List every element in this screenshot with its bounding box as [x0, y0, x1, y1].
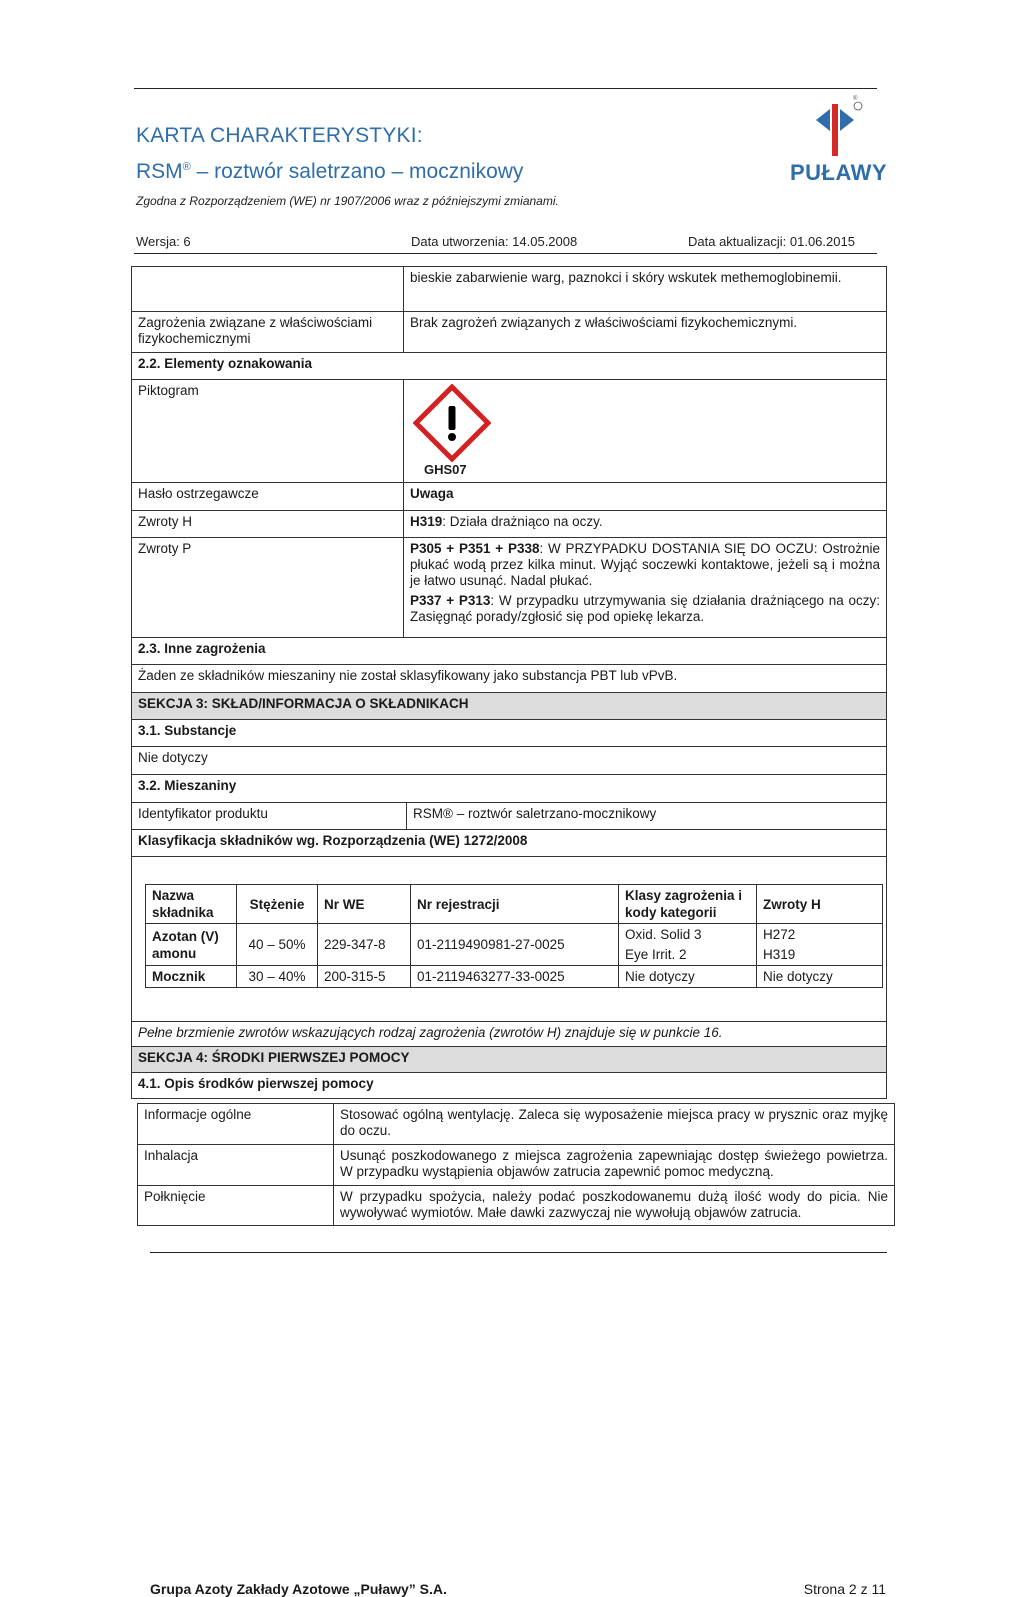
pictogram-code: GHS07 [424, 462, 467, 477]
product-id-value: RSM® – roztwór saletrzano-mocznikowy [406, 802, 887, 830]
first-aid-heading: 4.1. Opis środków pierwszej pomocy [131, 1072, 887, 1099]
pictogram-cell [403, 379, 887, 483]
col-header-name: Nazwa składnika [146, 885, 237, 924]
p-statements-label: Zwroty P [131, 537, 404, 638]
p-statement-1: P305 + P351 + P338: W PRZYPADKU DOSTANIA SIĘ DO OCZU: Ostrożnie płukać wodą przez kilka minut. Wyjąć soczewki kontaktowe, jeżeli są i można je łatwo usunąć. Nadal płukać. [410, 541, 880, 588]
physchem-value: Brak zagrożeń związanych z właściwościami fizykochemicznymi. [403, 311, 887, 353]
p-statements [403, 537, 887, 638]
section3-heading: SEKCJA 3: SKŁAD/INFORMACJA O SKŁADNIKACH [131, 692, 887, 720]
signal-word: Uwaga [403, 482, 887, 511]
regulation-subtitle: Zgodna z Rozporządzeniem (WE) nr 1907/2006 wraz z późniejszymi zmianami. [136, 194, 559, 208]
component-hazard-class: Nie dotyczy [619, 966, 757, 988]
header-rule [134, 253, 877, 254]
inhalation-label: Inhalacja [137, 1144, 334, 1186]
component-concentration: 40 – 50% [237, 924, 318, 966]
general-info-text: Stosować ogólną wentylację. Zaleca się wyposażenie miejsca pracy w prysznic oraz myjkę do oczu. [333, 1103, 895, 1145]
col-header-concentration: Stężenie [237, 885, 318, 924]
substances-text: Nie dotyczy [131, 746, 887, 775]
table-header-row [146, 885, 883, 924]
product-id-label: Identyfikator produktu [131, 802, 407, 830]
version: Wersja: 6 [136, 234, 191, 249]
empty-label-cell [131, 266, 404, 312]
table-row [146, 966, 883, 988]
col-header-h-statements: Zwroty H [757, 885, 883, 924]
physchem-label: Zagrożenia związane z właściwościami fizykochemicznymi [131, 311, 404, 353]
h-statements-label: Zwroty H [131, 510, 404, 538]
top-rule [134, 88, 877, 89]
section4-heading: SEKCJA 4: ŚRODKI PIERWSZEJ POMOCY [131, 1046, 887, 1073]
component-registration: 01-2119490981-27-0025 [411, 924, 619, 966]
symptoms-text: bieskie zabarwienie warg, paznokci i skóry wskutek methemoglobinemii. [403, 266, 887, 312]
classification-heading: Klasyfikacja składników wg. Rozporządzenia (WE) 1272/2008 [131, 829, 887, 857]
col-header-ec-number: Nr WE [318, 885, 411, 924]
composition-table [145, 884, 883, 988]
component-ec-number: 229-347-8 [318, 924, 411, 966]
component-ec-number: 200-315-5 [318, 966, 411, 988]
other-hazards-text: Żaden ze składników mieszaniny nie został sklasyfikowany jako substancja PBT lub vPvB. [131, 664, 887, 693]
label-elements-heading: 2.2. Elementy oznakowania [131, 352, 887, 380]
pictogram-label: Piktogram [131, 379, 404, 483]
other-hazards-heading: 2.3. Inne zagrożenia [131, 637, 887, 665]
logo-mark: ® [853, 96, 858, 102]
ingestion-label: Połknięcie [137, 1185, 334, 1226]
footer-rule [150, 1252, 887, 1253]
exclamation-pictogram-icon [413, 384, 491, 462]
h-statements-note: Pełne brzmienie zwrotów wskazujących rodzaj zagrożenia (zwrotów H) znajduje się w punkcie 16. [131, 1021, 887, 1047]
col-header-registration: Nr rejestracji [411, 885, 619, 924]
component-hazard-class: Oxid. Solid 3 Eye Irrit. 2 [619, 924, 757, 966]
general-info-label: Informacje ogólne [137, 1103, 334, 1145]
creation-date: Data utworzenia: 14.05.2008 [411, 234, 578, 249]
ingestion-text: W przypadku spożycia, należy podać poszkodowanemu dużą ilość wody do picia. Nie wywoływać wymiotów. Małe dawki zazwyczaj nie wywołują objawów zatrucia. [333, 1185, 895, 1226]
component-registration: 01-2119463277-33-0025 [411, 966, 619, 988]
component-h-statements: Nie dotyczy [757, 966, 883, 988]
col-header-hazard-class: Klasy zagrożenia i kody kategorii [619, 885, 757, 924]
component-name: Mocznik [146, 966, 237, 988]
signal-word-label: Hasło ostrzegawcze [131, 482, 404, 511]
h-statement: H319: Działa drażniąco na oczy. [403, 510, 887, 538]
update-date: Data aktualizacji: 01.06.2015 [688, 234, 855, 249]
footer-page-number: Strona 2 z 11 [803, 1581, 886, 1597]
mixtures-heading: 3.2. Mieszaniny [131, 774, 887, 803]
table-row [146, 924, 883, 966]
p-statement-2: P337 + P313: W przypadku utrzymywania się działania drażniącego na oczy: Zasięgnąć porady/zgłosić się pod opiekę lekarza. [410, 593, 880, 624]
document-title: KARTA CHARAKTERYSTYKI: [136, 124, 423, 147]
substances-heading: 3.1. Substancje [131, 719, 887, 747]
inhalation-text: Usunąć poszkodowanego z miejsca zagrożenia zapewniając dostęp świeżego powietrza. W przypadku wystąpienia objawów zatrucia zapewnić pomoc medyczną. [333, 1144, 895, 1186]
logo-text: PUŁAWY [790, 160, 888, 185]
product-title: RSM® – roztwór saletrzano – mocznikowy [136, 160, 524, 183]
footer-company: Grupa Azoty Zakłady Azotowe „Puławy” S.A. [150, 1581, 447, 1597]
component-name: Azotan (V) amonu [146, 924, 237, 966]
component-concentration: 30 – 40% [237, 966, 318, 988]
component-h-statements: H272 H319 [757, 924, 883, 966]
